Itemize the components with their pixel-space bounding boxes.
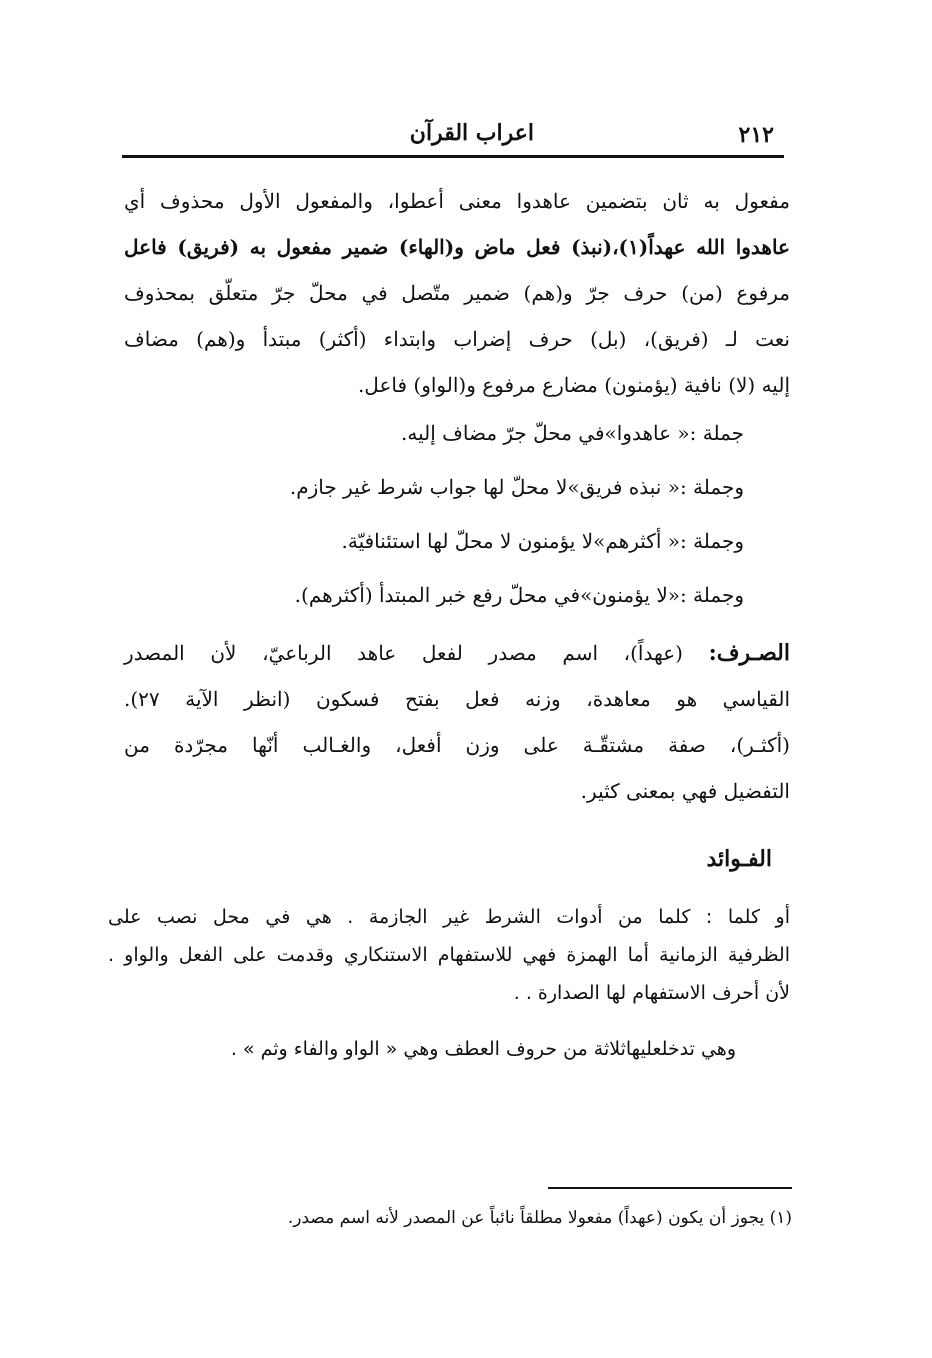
text-line: مرفوع (من) حرف جرّ و(هم) ضمير متّصل في محلّ جرّ متعلّق بمحذوف: [124, 281, 790, 305]
text-line: القياسي هو معاهدة، وزنه فعل بفتح فسكون (انظر الآية ٢٧).: [124, 687, 790, 711]
morphology-section: [124, 630, 790, 814]
text-line: لأن أحرف الاستفهام لها الصدارة . .: [513, 982, 790, 1004]
text-line: (أكثـر)، صفة مشتقّـة على وزن أفعل، والغـالب أنّها مجرّدة من: [124, 733, 790, 757]
sentence-analysis-item: وجملة :«لا يؤمنون»في محلّ رفع خبر المبتدأ (أكثرهم).: [294, 583, 744, 607]
benefits-heading: الفـوائد: [706, 846, 772, 872]
sentence-analysis-list: [124, 410, 744, 626]
text-line: التفضيل فهي بمعنى كثير.: [580, 779, 790, 803]
footnote: (١) يجوز أن يكون (عهداً) مفعولا مطلقاً نائباً عن المصدر لأنه اسم مصدر.: [287, 1208, 792, 1228]
text-line: مفعول به ثان بتضمين عاهدوا معنى أعطوا، والمفعول الأول محذوف أي: [124, 189, 790, 213]
text-line: إليه (لا) نافية (يؤمنون) مضارع مرفوع و(الواو) فاعل.: [357, 373, 790, 397]
page-header: [122, 112, 784, 158]
text-line: (عهداً)، اسم مصدر لفعل عاهد الرباعيّ، لأن المصدر: [124, 641, 683, 665]
text-line: الظرفية الزمانية أما الهمزة فهي للاستفهام الاستنكاري وقدمت على الفعل والواو .: [108, 944, 790, 966]
running-title: اعراب القرآن: [409, 120, 534, 146]
text-line: نعت لـ (فريق)، (بل) حرف إضراب وابتداء (أكثر) مبتدأ و(هم) مضاف: [124, 327, 790, 351]
benefits-note: وهي تدخلعليهاثلاثة من حروف العطف وهي « الواو والفاء وثم » .: [230, 1038, 736, 1060]
text-line: عاهدوا الله عهداً(١)،(نبذ) فعل ماض و(الهاء) ضمير مفعول به (فريق) فاعل: [124, 235, 790, 259]
sentence-analysis-item: جملة :« عاهدوا»في محلّ جرّ مضاف إليه.: [401, 421, 744, 445]
sentence-analysis-item: وجملة :« أكثرهم»لا يؤمنون لا محلّ لها استئنافيّة.: [341, 529, 744, 553]
sentence-analysis-item: وجملة :« نبذه فريق»لا محلّ لها جواب شرط غير جازم.: [289, 475, 744, 499]
text-line: أو كلما : كلما من أدوات الشرط غير الجازمة . هي في محل نصب على: [108, 906, 790, 928]
page-number: ٢١٢: [738, 122, 774, 148]
irab-paragraph: [124, 178, 790, 408]
header-rule: [122, 155, 784, 158]
footnote-rule: [548, 1187, 792, 1189]
morphology-label: الصـرف:: [708, 640, 790, 666]
benefits-paragraph: [108, 898, 790, 1012]
